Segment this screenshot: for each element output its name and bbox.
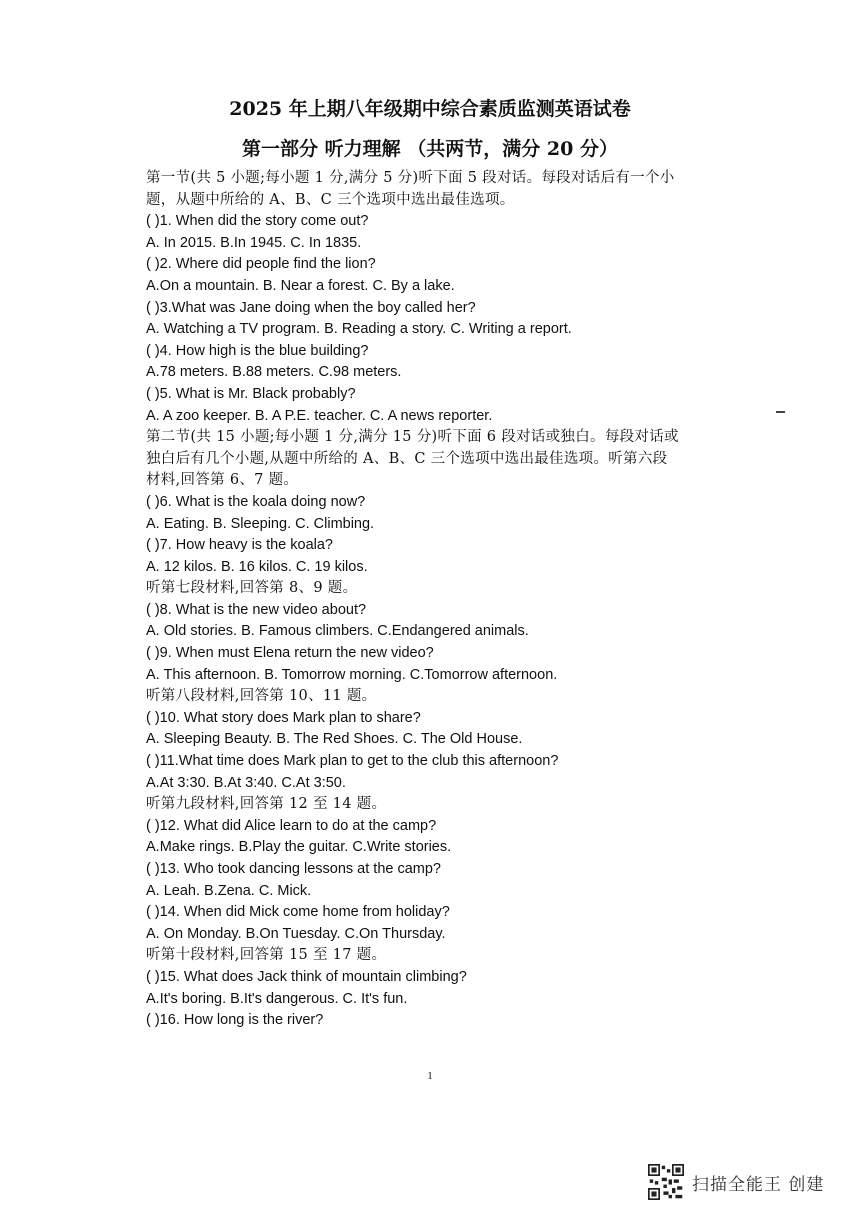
- question-line: ( )11.What time does Mark plan to get to the club this afternoon?: [146, 753, 559, 770]
- question-line: ( )15. What does Jack think of mountain climbing?: [146, 968, 467, 985]
- question-line: ( )12. What did Alice learn to do at the camp?: [146, 817, 437, 834]
- question-line: ( )14. When did Mick come home from holiday?: [146, 904, 450, 921]
- instruction-line: 听第九段材料,回答第 12 至 14 题。: [146, 796, 387, 813]
- question-line: ( )3.What was Jane doing when the boy called her?: [146, 299, 476, 316]
- question-line: A. This afternoon. B. Tomorrow morning. C.Tomorrow afternoon.: [146, 666, 558, 683]
- question-line: ( )2. Where did people find the lion?: [146, 256, 376, 273]
- question-line: ( )7. How heavy is the koala?: [146, 537, 333, 554]
- question-line: ( )8. What is the new video about?: [146, 601, 367, 618]
- question-line: ( )10. What story does Mark plan to share?: [146, 709, 421, 726]
- question-line: A. Eating. B. Sleeping. C. Climbing.: [146, 515, 375, 532]
- question-line: A.It's boring. B.It's dangerous. C. It's fun.: [146, 990, 408, 1007]
- instruction-line: 听第七段材料,回答第 8、9 题。: [146, 580, 358, 597]
- question-line: ( )5. What is Mr. Black probably?: [146, 385, 356, 402]
- question-line: A. A zoo keeper. B. A P.E. teacher. C. A news reporter.: [146, 407, 493, 424]
- question-line: A.On a mountain. B. Near a forest. C. By a lake.: [146, 277, 455, 294]
- question-line: ( )6. What is the koala doing now?: [146, 493, 366, 510]
- instruction-line: 听第十段材料,回答第 15 至 17 题。: [146, 947, 387, 964]
- question-line: A.At 3:30. B.At 3:40. C.At 3:50.: [146, 774, 346, 791]
- instruction-line: 材料,回答第 6、7 题。: [146, 472, 299, 489]
- exam-body: [146, 168, 726, 1032]
- question-line: A. Watching a TV program. B. Reading a story. C. Writing a report.: [146, 321, 572, 338]
- part-heading: 第一部分 听力理解 （共两节，满分 20 分）: [242, 138, 618, 160]
- scan-speck: [776, 411, 785, 413]
- page-number: 1: [427, 1070, 433, 1082]
- question-line: A.78 meters. B.88 meters. C.98 meters.: [146, 364, 402, 381]
- question-line: A. Old stories. B. Famous climbers. C.Endangered animals.: [146, 623, 529, 640]
- question-line: A.Make rings. B.Play the guitar. C.Write stories.: [146, 839, 452, 856]
- question-line: ( )16. How long is the river?: [146, 1012, 324, 1029]
- question-line: A. Leah. B.Zena. C. Mick.: [146, 882, 312, 899]
- question-line: A. 12 kilos. B. 16 kilos. C. 19 kilos.: [146, 558, 368, 575]
- question-line: A. Sleeping Beauty. B. The Red Shoes. C. The Old House.: [146, 731, 523, 748]
- instruction-line: 题，从题中所给的 A、B、C 三个选项中选出最佳选项。: [146, 191, 515, 208]
- question-line: ( )4. How high is the blue building?: [146, 342, 369, 359]
- instruction-line: 第一节(共 5 小题;每小题 1 分,满分 5 分)听下面 5 段对话。每段对话后有一个小: [146, 170, 675, 186]
- question-line: A. In 2015. B.In 1945. C. In 1835.: [146, 234, 362, 251]
- question-line: ( )13. Who took dancing lessons at the camp?: [146, 861, 441, 877]
- qr-code-icon: [648, 1164, 684, 1200]
- instruction-line: 第二节(共 15 小题;每小题 1 分,满分 15 分)听下面 6 段对话或独白。每段对话或: [146, 429, 679, 446]
- watermark-text: 扫描全能王 创建: [692, 1174, 825, 1195]
- instruction-line: 独白后有几个小题,从题中所给的 A、B、C 三个选项中选出最佳选项。听第六段: [146, 450, 668, 467]
- instruction-line: 听第八段材料,回答第 10、11 题。: [146, 688, 377, 705]
- question-line: ( )9. When must Elena return the new video?: [146, 645, 434, 662]
- scanner-watermark: [648, 1162, 824, 1202]
- question-line: A. On Monday. B.On Tuesday. C.On Thursday.: [146, 925, 446, 942]
- question-line: ( )1. When did the story come out?: [146, 213, 369, 230]
- exam-title: 2025 年上期八年级期中综合素质监测英语试卷: [229, 98, 631, 120]
